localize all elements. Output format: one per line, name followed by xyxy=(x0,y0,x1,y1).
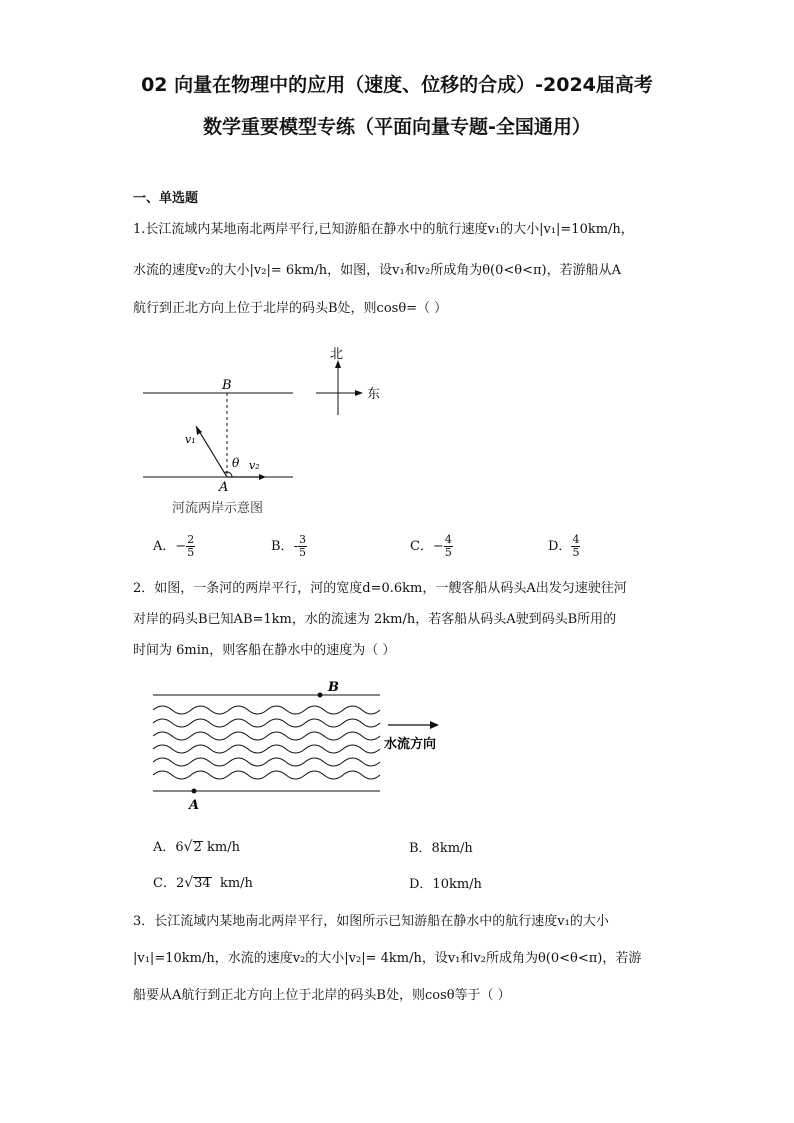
point-b-dot xyxy=(318,693,323,698)
option-letter: C． xyxy=(410,539,433,554)
q2-river-diagram xyxy=(148,676,458,816)
option-sign: - xyxy=(293,539,298,554)
wave-line xyxy=(153,719,380,727)
point-b-label: B xyxy=(328,680,339,695)
wave-line xyxy=(153,771,380,779)
q1-text-line1: 1.长江流域内某地南北两岸平行,已知游船在静水中的航行速度v₁的大小|v₁|=10km/h， xyxy=(133,222,634,237)
north-label: 北 xyxy=(330,347,344,362)
section-heading: 一、单选题 xyxy=(133,191,199,206)
page-title-line1: 02 向量在物理中的应用（速度、位移的合成）-2024届高考 xyxy=(141,74,653,96)
radical-coefficient: 2 xyxy=(175,876,185,891)
option-letter: A． xyxy=(153,840,176,855)
q1-text-line2: 水流的速度v₂的大小|v₂|= 6km/h，如图，设v₁和v₂所成角为θ(0<θ<π)，若游船从A xyxy=(133,263,622,278)
wave-line xyxy=(153,758,380,766)
q2-text-line1: 2．如图，一条河的两岸平行，河的宽度d=0.6km，一艘客船从码头A出发匀速驶往河 xyxy=(133,581,627,596)
water-waves xyxy=(153,706,380,779)
v1-vector xyxy=(196,426,227,477)
option-letter: D． xyxy=(548,539,572,554)
q3-text-line1: 3．长江流域内某地南北两岸平行，如图所示已知游船在静水中的航行速度v₁的大小 xyxy=(133,914,609,929)
q2-text-line2: 对岸的码头B已知AB=1km，水的流速为 2km/h，若客船从码头A驶到码头B所用的 xyxy=(133,612,617,627)
v2-arrowhead xyxy=(259,474,266,480)
q3-text-line2: |v₁|=10km/h，水流的速度v₂的大小|v₂|= 4km/h，设v₁和v₂所成角为θ(0<θ<π)，若游 xyxy=(133,951,642,966)
option-letter: C． xyxy=(153,876,176,891)
v2-label: v₂ xyxy=(249,459,260,472)
flow-arrowhead xyxy=(430,721,439,729)
option-letter: A． xyxy=(153,539,176,554)
q1-river-diagram xyxy=(140,340,400,520)
q1-option-d xyxy=(548,534,580,559)
fraction-numerator: 3 xyxy=(298,533,306,546)
radicand: 34 xyxy=(194,876,211,891)
q1-option-c xyxy=(410,534,453,559)
east-label: 东 xyxy=(367,387,381,402)
point-a-label: A xyxy=(219,480,229,495)
theta-label: θ xyxy=(232,456,240,470)
radical-coefficient: 6 xyxy=(175,840,184,855)
q1-text-line3: 航行到正北方向上位于北岸的码头B处，则cosθ=（ ） xyxy=(133,301,448,316)
point-a-label: A xyxy=(189,798,200,813)
v1-label: v₁ xyxy=(185,433,196,446)
fraction-denominator: 5 xyxy=(298,546,306,559)
option-unit: km/h xyxy=(207,840,240,855)
wave-line xyxy=(153,706,380,714)
option-unit: km/h xyxy=(219,876,253,891)
q2-option-d: D．10km/h xyxy=(409,877,482,892)
fraction-numerator: 2 xyxy=(187,533,195,546)
fraction-denominator: 5 xyxy=(572,546,580,559)
wave-line xyxy=(153,745,380,753)
option-letter: B． xyxy=(271,539,294,554)
option-sign: − xyxy=(175,539,187,554)
fraction-denominator: 5 xyxy=(444,546,452,559)
fraction-numerator: 4 xyxy=(444,533,452,546)
q2-text-line3: 时间为 6min，则客船在静水中的速度为（ ） xyxy=(133,643,396,658)
q2-option-a xyxy=(153,836,240,855)
q2-option-b: B．8km/h xyxy=(409,841,473,856)
q2-option-c xyxy=(153,872,253,891)
fraction-numerator: 4 xyxy=(572,533,580,546)
fraction-denominator: 5 xyxy=(187,546,195,559)
option-sign: − xyxy=(432,539,444,554)
sqrt-icon: √ xyxy=(183,839,193,855)
sqrt-icon: √ xyxy=(184,875,194,891)
point-a-dot xyxy=(192,789,197,794)
q3-text-line3: 船要从A航行到正北方向上位于北岸的码头B处，则cosθ等于（ ） xyxy=(133,988,511,1003)
page-title-line2: 数学重要模型专练（平面向量专题-全国通用） xyxy=(203,116,591,138)
wave-line xyxy=(153,732,380,740)
point-b-label: B xyxy=(222,378,232,393)
q1-option-a xyxy=(153,534,195,559)
flow-direction-label: 水流方向 xyxy=(384,737,437,752)
q1-option-b xyxy=(271,534,307,559)
east-arrowhead xyxy=(355,390,363,396)
diagram-caption: 河流两岸示意图 xyxy=(172,501,264,516)
radicand: 2 xyxy=(193,840,202,855)
